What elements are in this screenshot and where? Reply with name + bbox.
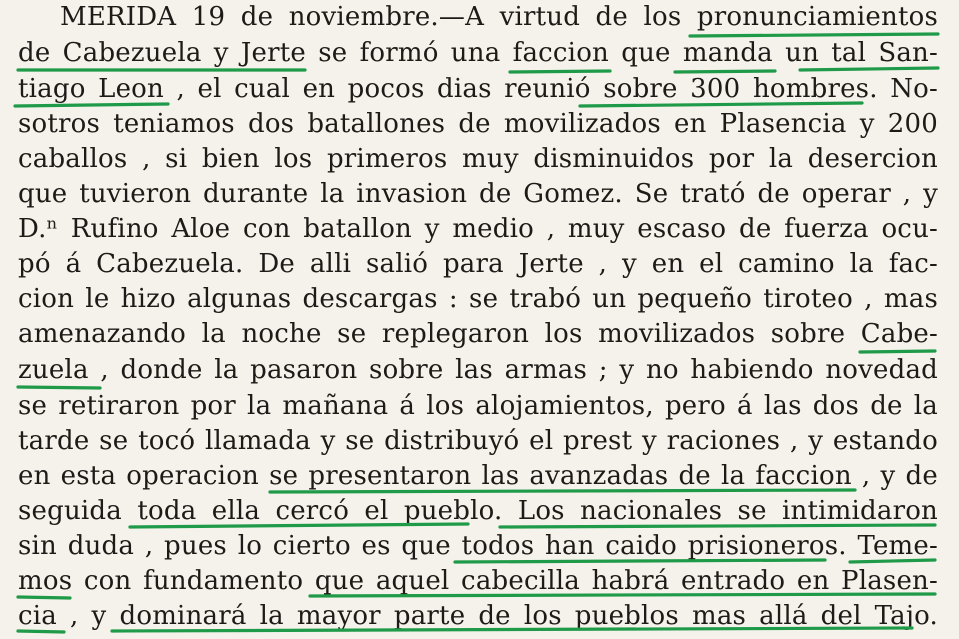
underline-mark [18,631,64,632]
underline-mark [800,68,938,70]
text-line: caballos , si bien los primeros muy disminuidos por la desercion [18,144,938,174]
underline-mark [510,71,610,72]
text-line: seguida toda ella cercó el pueblo. Los nacionales se intimidaron [18,496,938,526]
underline-mark [18,387,100,388]
text-line: sotros teniamos dos batallones de movilizados en Plasencia y 200 [18,109,938,139]
underline-mark [675,71,775,72]
text-line: sin duda , pues lo cierto es que todos han caido prisioneros. Teme- [18,531,938,561]
text-line: cia , y dominará la mayor parte de los pueblos mas allá del Tajo. [18,601,938,631]
text-line: en esta operacion se presentaron las avanzadas de la faccion , y de [18,461,938,491]
text-line: tarde se tocó llamada y se distribuyó el prest y raciones , y estando [18,426,938,456]
underline-mark [18,597,70,598]
text-line: D.ⁿ Rufino Aloe con batallon y medio , muy escaso de fuerza ocu- [18,214,938,244]
text-line: se retiraron por la mañana á los alojamientos, pero á las dos de la [18,391,938,421]
text-line: MERIDA 19 de noviembre.—A virtud de los pronunciamientos [60,2,938,32]
text-line: zuela , donde la pasaron sobre las armas ; y no habiendo novedad [18,355,938,385]
text-line: de Cabezuela y Jerte se formó una faccion que manda un tal San- [18,38,938,68]
underline-mark [690,34,938,36]
text-line: pó á Cabezuela. De alli salió para Jerte , y en el camino la fac- [18,249,938,279]
text-line: que tuvieron durante la invasion de Gomez. Se trató de operar , y [18,179,938,209]
underline-mark [860,351,935,352]
text-line: cion le hizo algunas descargas : se trabó un pequeño tiroteo , mas [18,284,938,314]
text-line: amenazando la noche se replegaron los movilizados sobre Cabe- [18,319,938,349]
underline-mark [15,104,168,106]
text-line: mos con fundamento que aquel cabecilla habrá entrado en Plasen- [18,566,938,596]
text-line: tiago Leon , el cual en pocos dias reunió sobre 300 hombres. No- [18,74,938,104]
